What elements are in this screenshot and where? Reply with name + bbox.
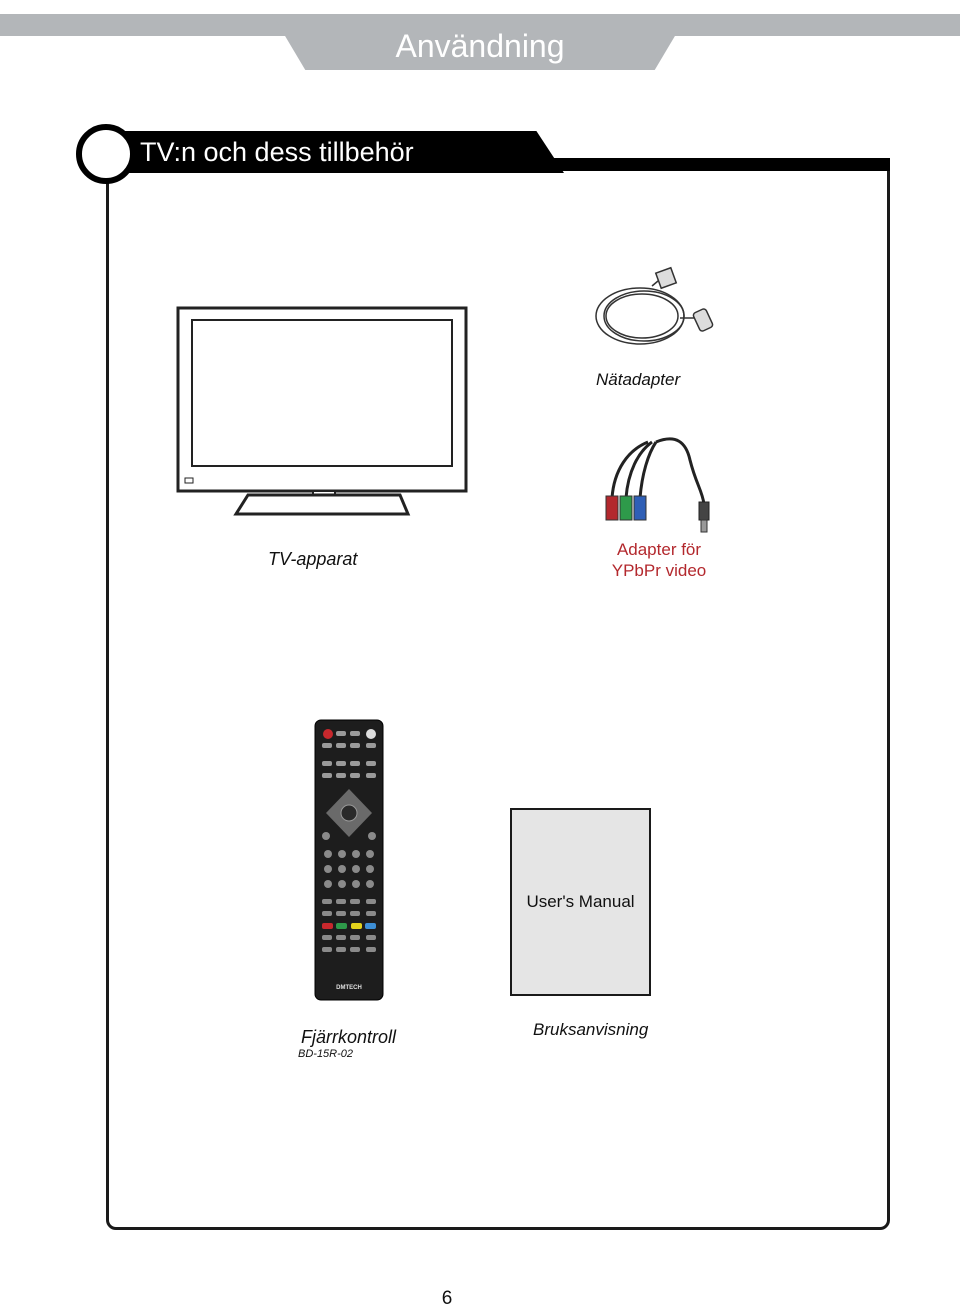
page-title: Användning	[395, 28, 565, 64]
power-cord-icon	[592, 266, 722, 356]
tv-caption: TV-apparat	[268, 549, 358, 569]
remote-control-icon	[314, 719, 384, 1001]
tv-icon	[170, 300, 470, 522]
page-number: 6	[441, 1288, 453, 1309]
manual-cover-title: User's Manual	[526, 892, 635, 911]
ypbpr-caption	[600, 539, 718, 581]
manual-caption: Bruksanvisning	[533, 1020, 649, 1039]
ypbpr-caption-line2: YPbPr video	[611, 561, 707, 580]
remote-brand: DMTECH	[336, 985, 362, 991]
section-bullet	[76, 124, 136, 184]
section-title: TV:n och dess tillbehör	[140, 137, 414, 167]
ypbpr-caption-line1: Adapter för	[616, 540, 702, 559]
power-cord-caption: Nätadapter	[596, 370, 681, 389]
remote-model: BD-15R-02	[298, 1048, 354, 1060]
remote-caption: Fjärrkontroll	[301, 1027, 397, 1047]
ypbpr-cable-icon	[598, 430, 728, 535]
